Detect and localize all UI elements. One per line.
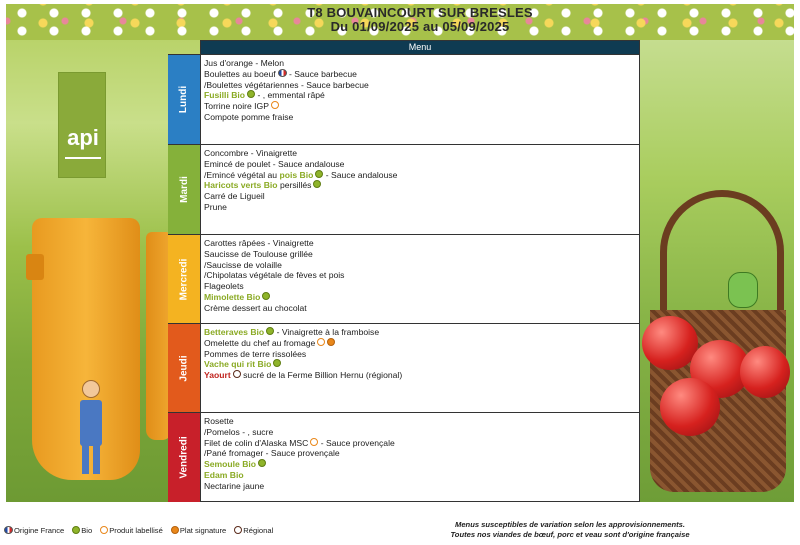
worm-illustration (728, 272, 758, 312)
day-name: Lundi (178, 85, 190, 114)
bio-icon (273, 359, 281, 367)
dish-item (204, 459, 634, 470)
api-logo (58, 72, 106, 178)
farmer-illustration (74, 376, 110, 476)
footer-note (420, 520, 720, 539)
label-icon (271, 101, 279, 109)
organic-label: Mimolette Bio (204, 291, 261, 302)
menu-day-row (201, 323, 639, 412)
dish-item: Carré de Ligueil (204, 191, 265, 202)
note-line-1: Menus susceptibles de variation selon les approvisionnements. (455, 520, 685, 529)
dish-item: Nectarine jaune (204, 480, 265, 491)
date-range: Du 01/09/2025 au 05/09/2025 (330, 19, 510, 34)
dish-list (204, 416, 634, 492)
label-icon (317, 338, 325, 346)
dish-item (204, 470, 634, 481)
legend-item (4, 526, 68, 535)
dish-item: Jus d'orange - Melon (204, 58, 284, 68)
page-title: T8 BOUVAINCOURT SUR BRESLES (307, 5, 533, 20)
bio-icon (72, 526, 80, 534)
apple (740, 346, 790, 398)
day-name: Vendredi (178, 436, 190, 479)
dish-item: /Boulettes végétariennes - Sauce barbecue (204, 79, 369, 90)
dish-item: Emincé de poulet - Sauce andalouse (204, 158, 345, 169)
boot-strap (26, 254, 44, 280)
bio-icon (247, 90, 255, 98)
legend-label: Bio (81, 526, 93, 535)
legend-label: Régional (243, 526, 274, 535)
dish-item: Prune (204, 201, 227, 212)
regional-label: Yaourt (204, 370, 231, 381)
menu-day-row (201, 412, 639, 502)
dish-list (204, 58, 634, 123)
title-block (200, 6, 640, 34)
bio-icon (313, 180, 321, 188)
signature-icon (327, 338, 335, 346)
organic-label: Vache qui rit Bio (204, 359, 272, 370)
menu-day-row (201, 144, 639, 234)
dish-item: /Pomelos - , sucre (204, 426, 274, 437)
dish-item: /Emincé végétal au pois Bio - Sauce andalouse (204, 169, 398, 180)
dish-item: Compote pomme fraise (204, 111, 294, 122)
dish-item: Rosette (204, 416, 234, 426)
organic-label: Semoule Bio (204, 459, 257, 470)
organic-label: Haricots verts Bio (204, 180, 278, 191)
legend-item (171, 526, 230, 535)
legend-item (100, 526, 167, 535)
day-label-lundi (168, 54, 200, 144)
france-flag-icon (4, 526, 13, 534)
menu-day-row (201, 234, 639, 323)
dish-item: Filet de colin d'Alaska MSC - Sauce provençale (204, 437, 395, 448)
dish-item (204, 359, 634, 370)
dish-item: Betteraves Bio - Vinaigrette à la framboise (204, 327, 380, 337)
legend-item (72, 526, 96, 535)
dish-list (204, 327, 634, 381)
dish-item: Yaourt sucré de la Ferme Billion Hernu (régional) (204, 370, 403, 381)
legend-item (234, 526, 277, 535)
right-photo (640, 40, 794, 502)
day-label-vendredi (168, 412, 200, 502)
apple (660, 378, 720, 436)
bio-icon (258, 459, 266, 467)
dish-item: Concombre - Vinaigrette (204, 148, 297, 158)
day-name: Jeudi (178, 354, 190, 382)
bio-icon (262, 292, 270, 300)
regional-icon (233, 370, 241, 378)
dish-item: Omelette du chef au fromage (204, 338, 634, 349)
dish-item: Carottes râpées - Vinaigrette (204, 238, 314, 248)
label-icon (100, 526, 108, 534)
bio-icon (266, 327, 274, 335)
legend-label: Plat signature (179, 526, 227, 535)
dish-item (204, 292, 634, 303)
organic-label: Betteraves Bio (204, 327, 265, 337)
dish-item: Pommes de terre rissolées (204, 348, 307, 359)
dish-list (204, 148, 634, 213)
day-label-mardi (168, 144, 200, 234)
dish-item: Fusilli Bio - , emmental râpé (204, 90, 325, 101)
apple (642, 316, 698, 370)
regional-icon (234, 526, 242, 534)
dish-item: /Saucisse de volaille (204, 259, 282, 270)
organic-label: pois Bio (279, 169, 314, 180)
note-line-2: Toutes nos viandes de bœuf, porc et veau sont d'origine française (450, 529, 690, 539)
dish-item: Flageolets (204, 281, 244, 292)
dish-item: Haricots verts Bio persillés (204, 180, 634, 191)
signature-icon (171, 526, 179, 534)
legend (4, 526, 281, 535)
dish-item: /Pané fromager - Sauce provençale (204, 448, 340, 459)
day-name: Mardi (178, 176, 190, 203)
dish-item: Torrine noire IGP (204, 101, 634, 112)
dish-item: Crème dessert au chocolat (204, 302, 307, 313)
dish-item: /Chipolatas végétale de fèves et pois (204, 270, 345, 281)
dish-item: Saucisse de Toulouse grillée (204, 248, 313, 259)
logo-text: api (67, 125, 99, 150)
organic-label: Fusilli Bio (204, 90, 246, 101)
day-label-mercredi (168, 234, 200, 323)
menu-day-row (201, 54, 639, 144)
france-flag-icon (278, 69, 287, 77)
menu-column-header: Menu (201, 41, 639, 54)
legend-label: Produit labellisé (109, 526, 163, 535)
day-name: Mercredi (178, 258, 190, 300)
organic-label: Edam Bio (204, 469, 244, 480)
day-label-jeudi (168, 323, 200, 412)
dish-list (204, 238, 634, 314)
legend-label: Origine France (14, 526, 65, 535)
dish-item: Boulettes au boeuf - Sauce barbecue (204, 68, 357, 79)
